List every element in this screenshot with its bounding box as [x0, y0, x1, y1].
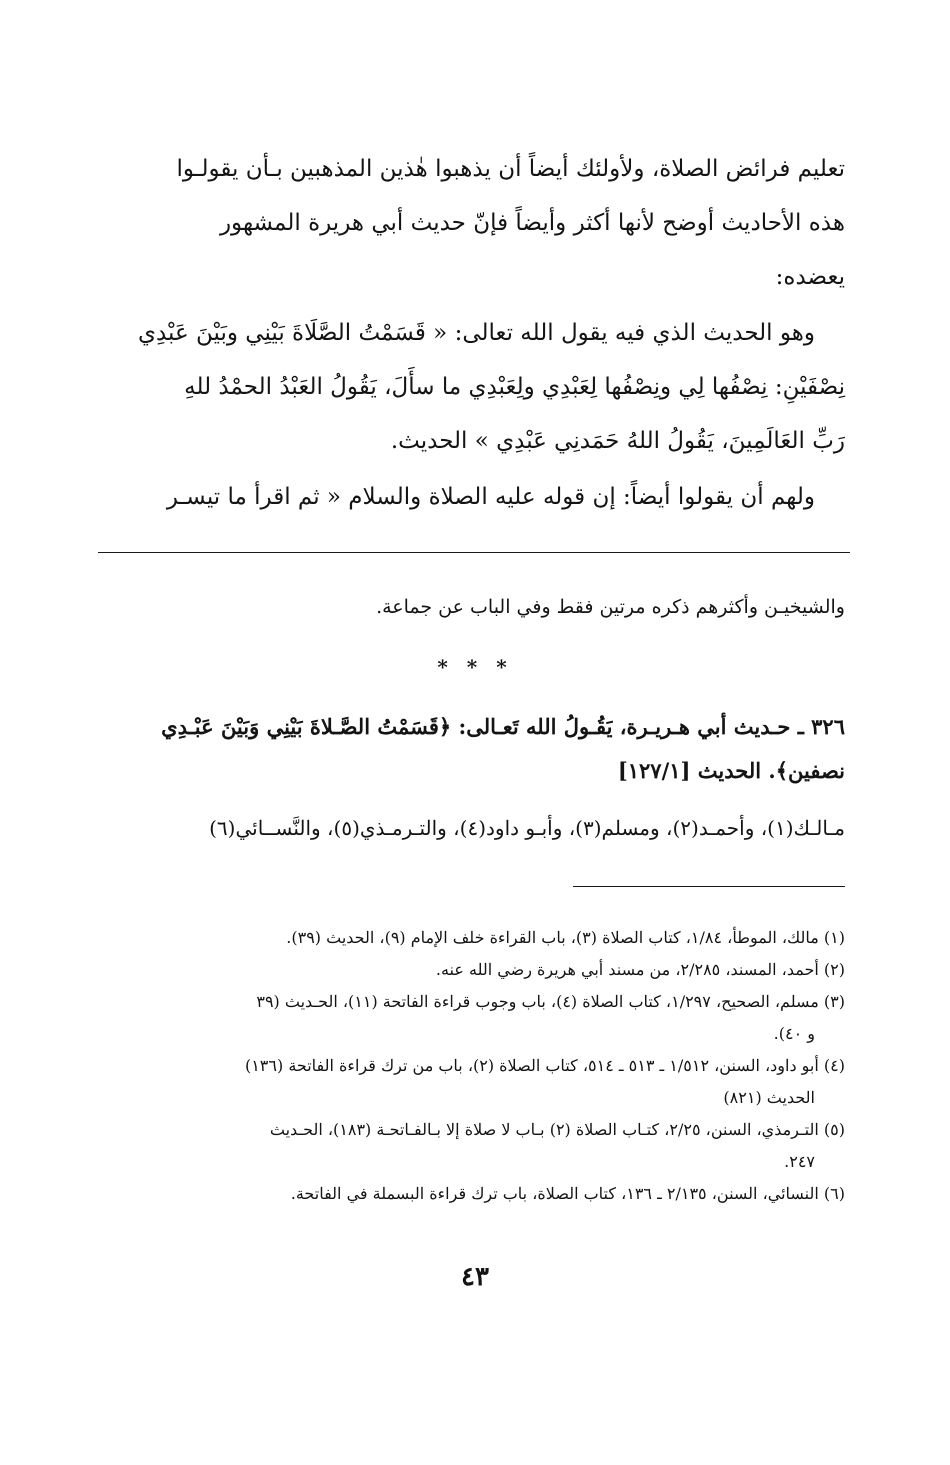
section-divider [98, 552, 850, 553]
footnote-line: (٦) النسائي، السنن، ٢/١٣٥ ـ ١٣٦، كتاب الصلاة، باب ترك قراءة البسملة في الفاتحة. [290, 1184, 845, 1203]
page-number: ٤٣ [461, 1262, 489, 1292]
note-paragraph: والشيخيـن وأكثرهم ذكره مرتين فقط وفي الباب عن جماعة. [376, 596, 845, 618]
hadith-heading [105, 705, 845, 793]
footnote-line: (١) مالك، الموطأ، ١/٨٤، كتاب الصلاة (٣)، باب القراءة خلف الإمام (٩)، الحديث (٣٩). [286, 928, 845, 947]
footnote-4 [100, 1050, 845, 1114]
hadith-line: نصفين﴾. الحديث [١٢٧/١] [617, 758, 845, 783]
footnote-line: الحديث (٨٢١) [723, 1088, 815, 1107]
text-line: ولهم أن يقولوا أيضاً: إن قوله عليه الصلاة والسلام « ثم اقرأ ما تيسـر [166, 484, 815, 510]
text-line: هذه الأحاديث أوضح لأنها أكثر وأيضاً فإنّ حديث أبي هريرة المشهور [219, 210, 845, 236]
main-text-block [105, 142, 845, 524]
footnote-5 [100, 1114, 845, 1178]
hadith-sources: مـالـك(١)، وأحمـد(٢)، ومسلم(٣)، وأبـو داود(٤)، والتـرمـذي(٥)، والنَّســائي(٦) [209, 816, 845, 840]
footnote-3 [100, 986, 845, 1050]
footnote-6 [100, 1178, 845, 1210]
footnote-line: (٢) أحمد، المسند، ٢/٢٨٥، من مسند أبي هريرة رضي الله عنه. [435, 960, 845, 979]
footnote-1 [100, 922, 845, 954]
paragraph-1 [105, 142, 845, 304]
text-line: وهو الحديث الذي فيه يقول الله تعالى: « قَسَمْتُ الصَّلَاةَ بَيْنِي وبَيْنَ عَبْدِي [137, 320, 815, 346]
footnote-line: (٤) أبو داود، السنن، ١/٥١٢ ـ ٥١٣ ـ ٥١٤، كتاب الصلاة (٢)، باب من ترك قراءة الفاتحة (١٣٦) [244, 1056, 845, 1075]
footnote-line: ٢٤٧. [784, 1152, 815, 1171]
text-line: تعليم فرائض الصلاة، ولأولئك أيضاً أن يذهبوا هٰذين المذهبين بـأن يقولـوا [176, 156, 845, 182]
footnotes-block [100, 922, 845, 1210]
footnote-divider [573, 886, 845, 887]
paragraph-2 [105, 306, 845, 468]
footnote-line: (٣) مسلم، الصحيح، ١/٢٩٧، كتاب الصلاة (٤)، باب وجوب قراءة الفاتحة (١١)، الحـديث (٣٩ [256, 992, 845, 1011]
paragraph-3 [105, 470, 845, 524]
footnote-2 [100, 954, 845, 986]
text-line: يعضده: [775, 264, 845, 290]
footnote-line: و ٤٠). [773, 1024, 815, 1043]
text-line: نِصْفَيْنِ: نِصْفُها لِي ونِصْفُها لِعَبْدِي ولِعَبْدِي ما سأَلَ، يَقُولُ العَبْدُ الحمْدُ للهِ [184, 374, 845, 400]
text-line: رَبِّ العَالَمِينَ، يَقُولُ اللهُ حَمَدنِي عَبْدِي » الحديث. [390, 428, 845, 454]
hadith-line: ٣٢٦ ـ حـديث أبي هـريـرة، يَقُـولُ الله تَعـالى: ﴿قَسَمْتُ الصَّـلاةَ بَيْنِي وَبَيْنَ عَبْـدِي [161, 714, 845, 739]
footnote-line: (٥) التـرمذي، السنن، ٢/٢٥، كتـاب الصلاة (٢) بـاب لا صلاة إلا بـالفـاتحـة (١٨٣)، الحـديث [269, 1120, 845, 1139]
section-stars-separator: * * * [437, 655, 513, 679]
